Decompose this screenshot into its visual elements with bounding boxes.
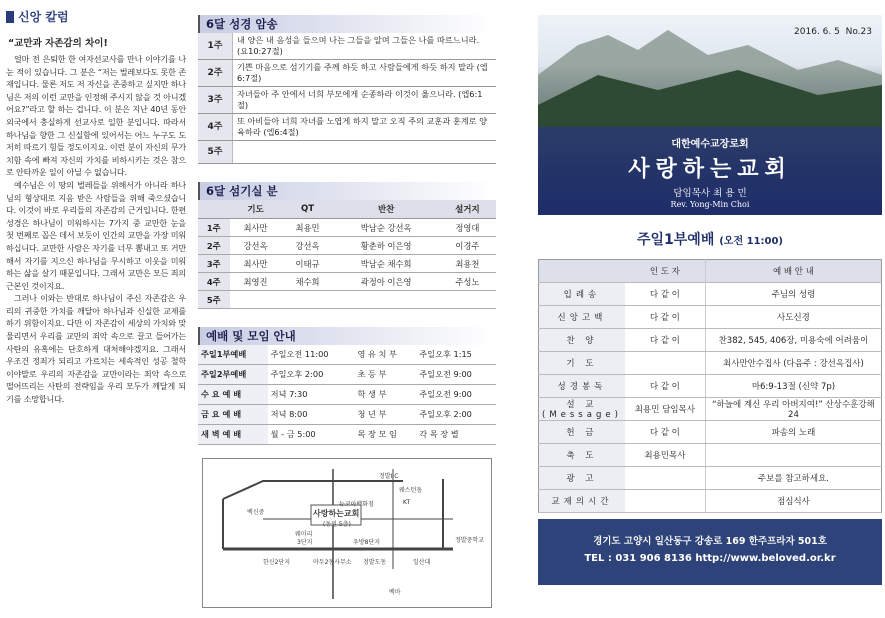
table-row (539, 467, 882, 490)
order-cell: 다 같 이 (625, 306, 706, 329)
table-row (198, 291, 496, 309)
order-cell: 입례송 (539, 283, 625, 306)
order-cell (625, 352, 706, 375)
table-row (198, 365, 496, 385)
table-cell: 1주 (198, 219, 230, 237)
table-header-row (198, 200, 496, 219)
schedule-cell: 주일오후 1:15 (416, 345, 496, 365)
order-cell: 주님의 성령 (705, 283, 881, 306)
schedule-cell: 주일1부예배 (198, 345, 268, 365)
table-row (539, 329, 882, 352)
schedule-cell: 월 - 금 5:00 (268, 425, 355, 445)
table-cell: 이경주 (439, 237, 496, 255)
week-label: 1주 (198, 33, 233, 60)
schedule-cell: 저녁 8:00 (268, 405, 355, 425)
order-cell: 다 같 이 (625, 421, 706, 444)
church-name: 사랑하는교회 (628, 157, 792, 182)
schedule-cell: 영 유 치 부 (354, 345, 416, 365)
map-label: 3단지 (297, 539, 313, 546)
schedule-cell: 주일오전 9:00 (416, 365, 496, 385)
order-cell: 주보를 참고하세요. (705, 467, 881, 490)
church-footer (538, 519, 882, 585)
service-duty-header: 6달 섬기실 분 (198, 182, 496, 200)
order-cell: 다 같 이 (625, 283, 706, 306)
schedule-cell: 초 등 부 (354, 365, 416, 385)
map-label: 웨미리 (295, 531, 313, 538)
schedule-cell: 각 목 장 별 (416, 425, 496, 445)
schedule-cell: 주일오전 11:00 (268, 345, 355, 365)
order-cell: 사도신경 (705, 306, 881, 329)
table-row (198, 385, 496, 405)
table-row (539, 444, 882, 467)
order-cell (625, 490, 706, 513)
table-row (539, 306, 882, 329)
map-label: 정발I.C (379, 473, 399, 480)
table-cell: 주성노 (439, 273, 496, 291)
order-cell: 찬382, 545, 406장, 미용숙에 어려움이 (705, 329, 881, 352)
table-cell: 최사만 (230, 219, 282, 237)
table-row (198, 114, 496, 141)
column-header: 반찬 (334, 200, 439, 219)
column-paragraph: 예수님은 이 땅의 벌레들을 위해서가 아니라 하나님의 형상대로 지음 받은 사람들을 위해 죽으셨습니다. 이것이 바로 우리들의 자존감의 근거입니다. 한편 성경은 하나님이 미워하시는 7가지 중 교만한 눈을 첫 번째로 꼽은 데서 보듯이 인간의 교만을 가장 미워하십니다. 교만한 사람은 자기를 너무 뽐내고 또 거만해서 자기를 지으신 하나님을 무시하고 이웃을 미워하는 삶을 살기 때문입니다. 그래서 교만은 모든 죄의 근본인 것이지요. (6, 179, 186, 291)
column-header: 기도 (230, 200, 282, 219)
verse-text: 자녀들아 주 안에서 너희 부모에게 순종하라 이것이 옳으니라. (엡6:1절) (233, 87, 497, 114)
order-cell: 마6:9-13절 (신약 7p) (705, 375, 881, 398)
map-label: KT (403, 499, 411, 506)
table-cell: 최사만 (230, 255, 282, 273)
header-order: 예 배 안 내 (705, 260, 881, 283)
table-row (539, 283, 882, 306)
schedule-table (198, 345, 496, 445)
map-label: 백신중 (247, 509, 265, 516)
verse-text: 기쁜 마음으로 섬기기를 주께 하듯 하고 사람들에게 하듯 하지 말라 (엡6:7절) (233, 60, 497, 87)
table-row (539, 352, 882, 375)
table-cell: 박남순 강선옥 (334, 219, 439, 237)
schedule-cell: 청 년 부 (354, 405, 416, 425)
table-cell: 4주 (198, 273, 230, 291)
table-cell: 강선옥 (230, 237, 282, 255)
order-cell: 신앙고백 (539, 306, 625, 329)
table-cell: 황춘하 이은영 (334, 237, 439, 255)
cover-image (538, 15, 882, 215)
schedule-cell: 주일오전 9:00 (416, 385, 496, 405)
order-cell: 다 같 이 (625, 329, 706, 352)
order-cell: 설 교 (Message) (539, 398, 625, 421)
schedule-cell: 주일오후 2:00 (268, 365, 355, 385)
cover-banner (538, 127, 882, 215)
schedule-cell: 주일오후 2:00 (416, 405, 496, 425)
table-row (539, 398, 882, 421)
order-cell: “하늘에 계신 우리 아버지여!” 산상수훈강해24 (705, 398, 881, 421)
order-cell: 광 고 (539, 467, 625, 490)
order-cell: 최용민목사 (625, 444, 706, 467)
week-label: 5주 (198, 141, 233, 164)
schedule-cell: 주일2부예배 (198, 365, 268, 385)
map-label: 백마 (389, 589, 401, 596)
column-title: 신앙 칼럼 (18, 10, 69, 24)
table-row (539, 421, 882, 444)
map-label: 정발도동 (363, 559, 387, 566)
table-row (198, 60, 496, 87)
schedule-cell: 수 요 예 배 (198, 385, 268, 405)
verse-text: 내 양은 내 음성을 들으며 나는 그들을 알며 그들은 나를 따르느니라. (요10:27절) (233, 33, 497, 60)
order-cell: 교제의시간 (539, 490, 625, 513)
schedule-cell: 저녁 7:30 (268, 385, 355, 405)
order-cell: 성경봉독 (539, 375, 625, 398)
location-map (202, 458, 492, 608)
table-cell: 3주 (198, 255, 230, 273)
verse-text (233, 141, 497, 164)
map-label: 우방8단지 (353, 539, 381, 546)
order-cell (705, 444, 881, 467)
map-label: 정발중학교 (455, 537, 484, 544)
header-blank (539, 260, 625, 283)
table-cell (439, 291, 496, 309)
column-header (198, 200, 230, 219)
table-cell: 최용천 (439, 255, 496, 273)
column-header: 설거지 (439, 200, 496, 219)
table-row (539, 375, 882, 398)
week-label: 4주 (198, 114, 233, 141)
denomination: 대한예수교장로회 (671, 139, 749, 150)
table-cell: 최영진 (230, 273, 282, 291)
map-church-label: 사랑하는교회 (313, 509, 360, 518)
map-label: 마두2동사무소 (313, 559, 352, 566)
middle-column (198, 15, 496, 445)
map-label: 뉴코아백화점 (339, 501, 374, 508)
column-header (6, 8, 186, 25)
order-cell: 점심식사 (705, 490, 881, 513)
pastor-english: Rev. Yong-Min Choi (670, 200, 750, 209)
table-cell: 곽정아 이은영 (334, 273, 439, 291)
schedule-cell: 학 생 부 (354, 385, 416, 405)
right-column (538, 15, 882, 585)
order-cell: 헌 금 (539, 421, 625, 444)
table-header-row (539, 260, 882, 283)
service-duty-table (198, 200, 496, 309)
table-row (198, 141, 496, 164)
map-label: 일산대 (413, 559, 431, 566)
table-row (198, 255, 496, 273)
schedule-header: 예배 및 모임 안내 (198, 327, 496, 345)
column-quote: “교만과 자존감의 차이! (8, 38, 108, 49)
table-row (198, 425, 496, 445)
table-cell: 이태규 (282, 255, 334, 273)
order-cell: 기 도 (539, 352, 625, 375)
table-row (198, 219, 496, 237)
church-address: 경기도 고양시 일산동구 강송로 169 한주프라자 501호 (593, 536, 827, 547)
table-row (198, 405, 496, 425)
order-cell: 다 같 이 (625, 375, 706, 398)
column-paragraph: 얼마 전 은퇴한 한 여자선교사를 만나 이야기를 나눈 적이 있습니다. 그 분은 “저는 벌레보다도 못한 존재입니다. 물론 저도 저 자신을 존중하고 싶지만 하나님은 저의 이런 교만을 인정해 주시지 않을 것 아니겠어요?”라고 할 하는 겁니다. 이 분은 지난 40년 동안 외국에서 충실하게 선교사로 일한 분입니다. 따라서 하나님을 향한 그 신실함에 있어서는 어느 누구도 도저히 따르기 힘들 정도이지요. 이런 분이 자신의 무가치함 속에 빠져 자신의 가치를 비하시키는 것은 참으로 안타까운 일이 아닐 수 없습니다. (6, 54, 186, 178)
order-cell: 최사만안수집사 (다음주 : 강선옥집사) (705, 352, 881, 375)
table-cell: 박남순 채수희 (334, 255, 439, 273)
issue-date: 2016. 6. 5 No.23 (794, 27, 872, 37)
church-contact: TEL : 031 906 8136 http://www.beloved.or.kr (584, 553, 836, 564)
week-label: 3주 (198, 87, 233, 114)
service-title: 주일1부예배 (오전 11:00) (636, 232, 784, 248)
schedule-cell: 새 벽 예 배 (198, 425, 268, 445)
table-row (539, 490, 882, 513)
service-order-table (538, 259, 882, 513)
faith-column (6, 8, 186, 614)
table-cell (334, 291, 439, 309)
table-cell: 5주 (198, 291, 230, 309)
schedule-cell: 금 요 예 배 (198, 405, 268, 425)
header-leader: 인 도 자 (625, 260, 706, 283)
table-cell (230, 291, 282, 309)
table-row (198, 345, 496, 365)
map-roads (203, 459, 491, 607)
table-cell: 최용민 (282, 219, 334, 237)
order-cell (625, 467, 706, 490)
table-cell: 채수희 (282, 273, 334, 291)
order-cell: 찬 양 (539, 329, 625, 352)
memory-verse-header: 6달 성경 암송 (198, 15, 496, 33)
order-cell: 축 도 (539, 444, 625, 467)
table-row (198, 87, 496, 114)
column-paragraph: 그러나 이와는 반대로 하나님이 주신 자존감은 우리의 귀중한 가치를 깨달아 하나님과 신실한 교제를 하기 위함이지요. 다만 이 자존감이 세상의 가치와 맞물리면서 우리를 교만의 죄악 속으로 끌고 들어가는 사탄의 유혹에는 단호하게 대처해야겠지요. 그래서 우조건 정죄가 되리고 가르치는 세속적인 성공 철학이야말로 우리의 자존감을 교만이라는 죄악 속으로 떨어뜨리는 사탄의 전략임을 우리 모두가 깨달게 되기를 소망합니다. (6, 293, 186, 405)
week-label: 2주 (198, 60, 233, 87)
memory-verse-table (198, 33, 496, 164)
header-square-icon (6, 11, 14, 23)
map-label: (동원 5층) (323, 521, 351, 528)
map-label: 한신2단지 (263, 559, 291, 566)
table-cell: 강선옥 (282, 237, 334, 255)
table-cell: 정영대 (439, 219, 496, 237)
table-row (198, 237, 496, 255)
schedule-cell: 목 장 모 임 (354, 425, 416, 445)
pastor-name: 담임목사 최 용 민 (673, 188, 747, 199)
column-header: QT (282, 200, 334, 219)
table-cell (282, 291, 334, 309)
map-label: 웨스턴돔 (399, 487, 423, 494)
verse-text: 또 아비들아 너희 자녀를 노엽게 하지 말고 오직 주의 교훈과 훈계로 양육하라 (엡6:4절) (233, 114, 497, 141)
order-cell: 최용민 담임목사 (625, 398, 706, 421)
order-cell: 파송의 노래 (705, 421, 881, 444)
table-cell: 2주 (198, 237, 230, 255)
table-row (198, 273, 496, 291)
table-row (198, 33, 496, 60)
